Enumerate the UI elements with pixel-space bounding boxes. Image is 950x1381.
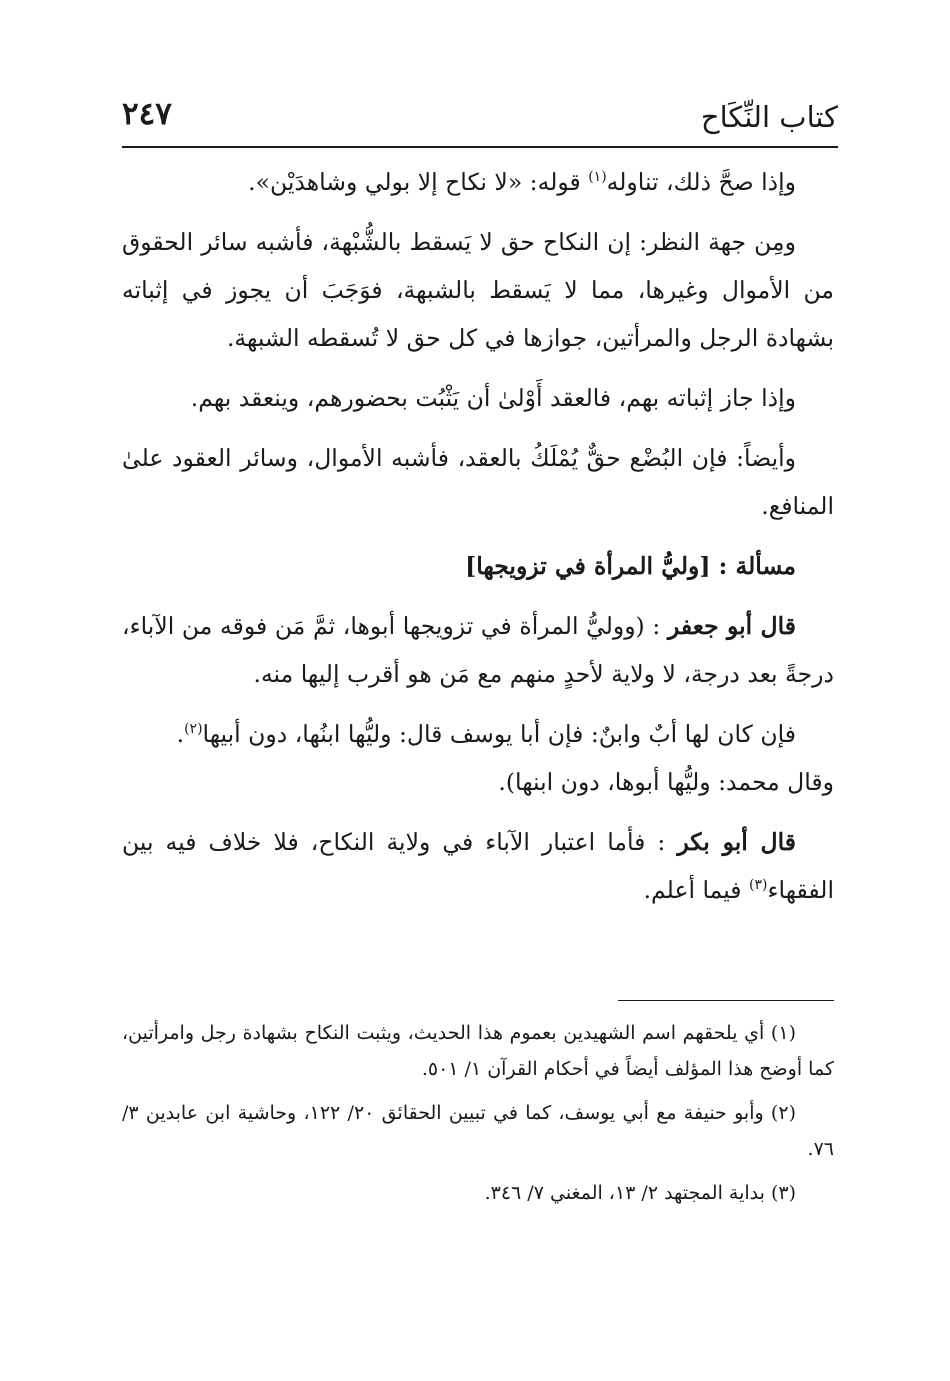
footnotes <box>122 1015 834 1219</box>
footnote-ref: (٢) <box>184 721 203 738</box>
masala-title: [وليُّ المرأة في تزويجها] <box>465 552 711 580</box>
paragraph-text: : (ووليُّ المرأة في تزويجها أبوها، ثمَّ مَن فوقه من الآباء، درجةً بعد درجة، لا ولاية لأحدٍ منهم مع مَن هو أقرب إليها منه. <box>122 612 834 688</box>
paragraph-text: . <box>176 720 185 748</box>
paragraph-text: فيما أعلم. <box>643 876 750 904</box>
paragraph <box>122 710 834 758</box>
paragraph <box>122 158 834 206</box>
paragraph-text: فإن كان لها أبٌ وابنٌ: فإن أبا يوسف قال: وليُّها ابنُها، دون أبيها <box>202 720 796 748</box>
page-number: ٢٤٧ <box>122 96 172 132</box>
paragraph-text: وإذا صحَّ ذلك، تناوله <box>606 168 796 196</box>
speaker-label: قال أبو بكر <box>677 828 796 856</box>
speaker-label: قال أبو جعفر <box>667 612 796 640</box>
paragraph-text: : فأما اعتبار الآباء في ولاية النكاح، فلا خلاف فيه بين الفقهاء <box>122 828 834 904</box>
section-heading <box>122 542 834 590</box>
paragraph <box>122 818 834 914</box>
footnote-rule <box>618 1000 834 1001</box>
header-rule <box>122 146 838 148</box>
footnote: (٣) بداية المجتهد ٢/ ١٣، المغني ٧/ ٣٤٦. <box>484 1182 796 1204</box>
footnote: (٢) وأبو حنيفة مع أبي يوسف، كما في تبيين الحقائق ٢٠/ ١٢٢، وحاشية ابن عابدين ٣/ ٧٦. <box>122 1102 834 1160</box>
paragraph-text: قوله: «لا نكاح إلا بولي وشاهدَيْن». <box>248 168 589 196</box>
paragraph <box>122 602 834 698</box>
footnote: (١) أي يلحقهم اسم الشهيدين بعموم هذا الحديث، ويثبت النكاح بشهادة رجل وامرأتين، كما أوضح هذا المؤلف أيضاً في أحكام القرآن ١/ ٥٠١. <box>122 1022 834 1080</box>
chapter-title: كتاب النِّكَاح <box>700 100 838 134</box>
running-header <box>122 92 838 144</box>
paragraph: وأيضاً: فإن البُضْع حقٌّ يُمْلَكُ بالعقد، فأشبه الأموال، وسائر العقود علىٰ المنافع. <box>122 444 834 520</box>
paragraph: وقال محمد: وليُّها أبوها، دون ابنها). <box>498 768 834 796</box>
footnote-ref: (٣) <box>749 877 768 894</box>
paragraph: ومِن جهة النظر: إن النكاح حق لا يَسقط بالشُّبْهة، فأشبه سائر الحقوق من الأموال وغيرها، مما لا يَسقط بالشبهة، فوَجَبَ أن يجوز في إثباته بشهادة الرجل والمرأتين، جوازها في كل حق لا تُسقطه الشبهة. <box>122 228 834 352</box>
footnote-ref: (١) <box>588 169 607 186</box>
masala-label: مسألة : <box>710 552 796 580</box>
paragraph: وإذا جاز إثباته بهم، فالعقد أَوْلىٰ أن يَثْبُت بحضورهم، وينعقد بهم. <box>190 384 796 412</box>
main-text <box>122 158 834 926</box>
